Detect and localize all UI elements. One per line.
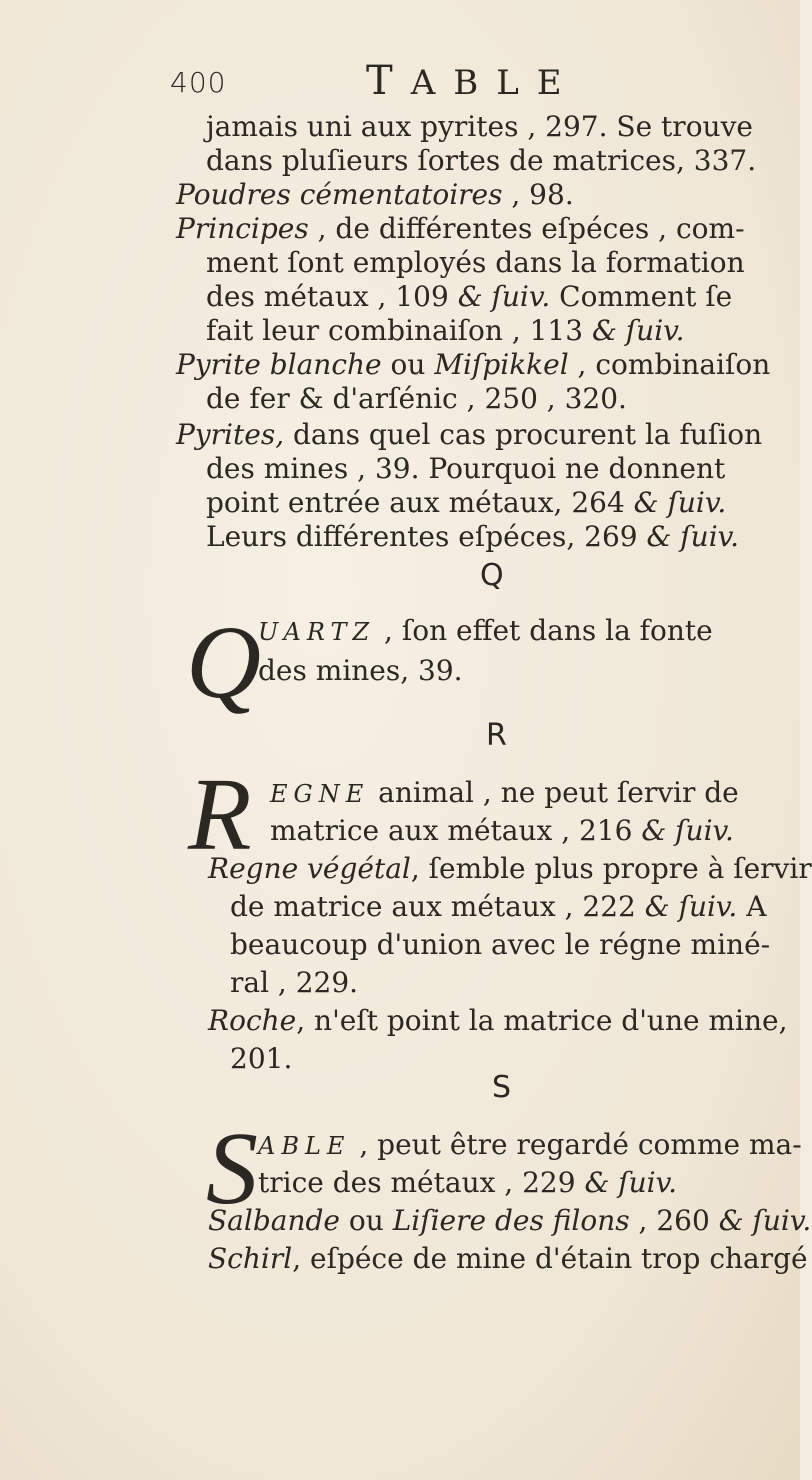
entry-salbande-text: , 260 [629, 1204, 719, 1237]
index-line-segment: dans quel cas procurent la fuſion [284, 418, 763, 451]
entry-regne-vegetal-line1 [208, 852, 812, 886]
index-line-segment: & ſuiv. [591, 314, 685, 347]
entry-schirl-head: Schirl [208, 1242, 293, 1275]
index-line [206, 280, 732, 314]
dropcap-q: Q [186, 605, 262, 720]
entry-salbande-line [208, 1204, 811, 1238]
index-line-segment: Miſpikkel [434, 348, 569, 381]
entry-regne-text: animal , ne peut ſervir de [369, 776, 739, 809]
entry-regne-line2-it: & ſuiv. [641, 814, 734, 847]
entry-regne-vegetal-head: Regne végétal [208, 852, 411, 885]
index-line [206, 382, 627, 416]
entry-quartz-line1 [258, 614, 713, 649]
running-title-initial: T [366, 58, 411, 104]
entry-regne-head: EGNE [270, 780, 370, 808]
index-line-segment: Poudres cémentatoires [176, 178, 503, 211]
entry-salbande-mid: ou [339, 1204, 393, 1237]
index-line [206, 520, 739, 554]
entry-regne-line2-text: matrice aux métaux , 216 [270, 814, 642, 847]
entry-roche-line2: 201. [230, 1042, 293, 1075]
index-line-segment: des mines , 39. Pourquoi ne donnent [206, 452, 726, 485]
index-line-segment: de fer & d'arſénic , 250 , 320. [206, 382, 627, 415]
index-line-segment: des métaux , 109 [206, 280, 458, 313]
dropcap-s: S [206, 1111, 258, 1226]
index-line [176, 178, 574, 212]
entry-schirl-line [208, 1242, 808, 1276]
index-line-segment: , combinaiſon [568, 348, 771, 381]
section-letter-r: R [486, 718, 507, 753]
index-line [206, 110, 753, 144]
entry-regne-line1 [270, 776, 739, 811]
entry-salbande-head2: Liſiere des filons [392, 1204, 630, 1237]
index-line [176, 418, 762, 452]
page-number: 400 [170, 66, 227, 99]
entry-sable-line2-it: & ſuiv. [584, 1166, 678, 1199]
entry-sable-head: ABLE [258, 1132, 351, 1160]
index-line-segment: dans pluſieurs ſortes de matrices, 337. [206, 144, 757, 177]
entry-regne-line2 [270, 814, 734, 848]
entry-rv-line2-tail: A [737, 890, 767, 923]
section-letter-q: Q [480, 558, 504, 593]
index-line [206, 486, 726, 520]
index-line-segment: fait leur combinaiſon , 113 [206, 314, 592, 347]
section-letter-s: S [492, 1070, 512, 1105]
index-line-segment: Leurs différentes eſpéces, 269 [206, 520, 647, 553]
index-line-segment: Principes [176, 212, 309, 245]
index-line-segment: , de différentes eſpéces , com- [308, 212, 745, 245]
entry-roche-head: Roche [208, 1004, 297, 1037]
entry-quartz-head: UARTZ [258, 618, 376, 646]
index-line-segment: & ſuiv. [633, 486, 727, 519]
entry-roche-text: , n'eſt point la matrice d'une mine, [296, 1004, 788, 1037]
entry-sable-line2 [258, 1166, 677, 1200]
entry-sable-text: , peut être regardé comme ma- [350, 1128, 802, 1161]
entry-regne-vegetal-text: , ſemble plus propre à ſervir [410, 852, 812, 885]
index-line-segment: ment ſont employés dans la formation [206, 246, 745, 279]
running-title-rest: ABLE [410, 63, 580, 103]
index-line-segment: & ſuiv. [457, 280, 551, 313]
entry-schirl-text: , eſpéce de mine d'étain trop chargé [292, 1242, 808, 1275]
index-line-segment: Comment ſe [550, 280, 733, 313]
index-line-segment: Pyrites, [176, 418, 285, 451]
running-title [366, 58, 580, 104]
entry-quartz-line2: des mines, 39. [258, 654, 463, 687]
entry-roche-line1 [208, 1004, 787, 1038]
index-line [206, 314, 685, 348]
entry-regne-vegetal-line4: ral , 229. [230, 966, 359, 999]
index-line [176, 212, 745, 246]
entry-sable-line1 [258, 1128, 802, 1163]
dropcap-r: R [188, 757, 252, 872]
entry-rv-line2-text: de matrice aux métaux , 222 [230, 890, 645, 923]
entry-rv-line2-it: & ſuiv. [644, 890, 738, 923]
entry-quartz-text: , ſon effet dans la fonte [375, 614, 713, 647]
entry-salbande-it: & ſuiv. [718, 1204, 812, 1237]
entry-salbande-head: Salbande [208, 1204, 340, 1237]
entry-sable-line2-text: trice des métaux , 229 [258, 1166, 585, 1199]
index-line-segment: Pyrite blanche [176, 348, 382, 381]
index-line [206, 246, 745, 280]
entry-regne-vegetal-line2 [230, 890, 766, 924]
entry-regne-vegetal-line3: beaucoup d'union avec le régne miné- [230, 928, 771, 961]
index-line [206, 452, 725, 486]
index-line-segment: & ſuiv. [646, 520, 740, 553]
index-line [176, 348, 770, 382]
page-header [170, 58, 590, 108]
index-line-segment: ou [381, 348, 435, 381]
index-line-segment: , 98. [502, 178, 574, 211]
index-line-segment: point entrée aux métaux, 264 [206, 486, 634, 519]
index-line [206, 144, 756, 178]
index-line-segment: jamais uni aux pyrites , 297. Se trouve [206, 110, 753, 143]
